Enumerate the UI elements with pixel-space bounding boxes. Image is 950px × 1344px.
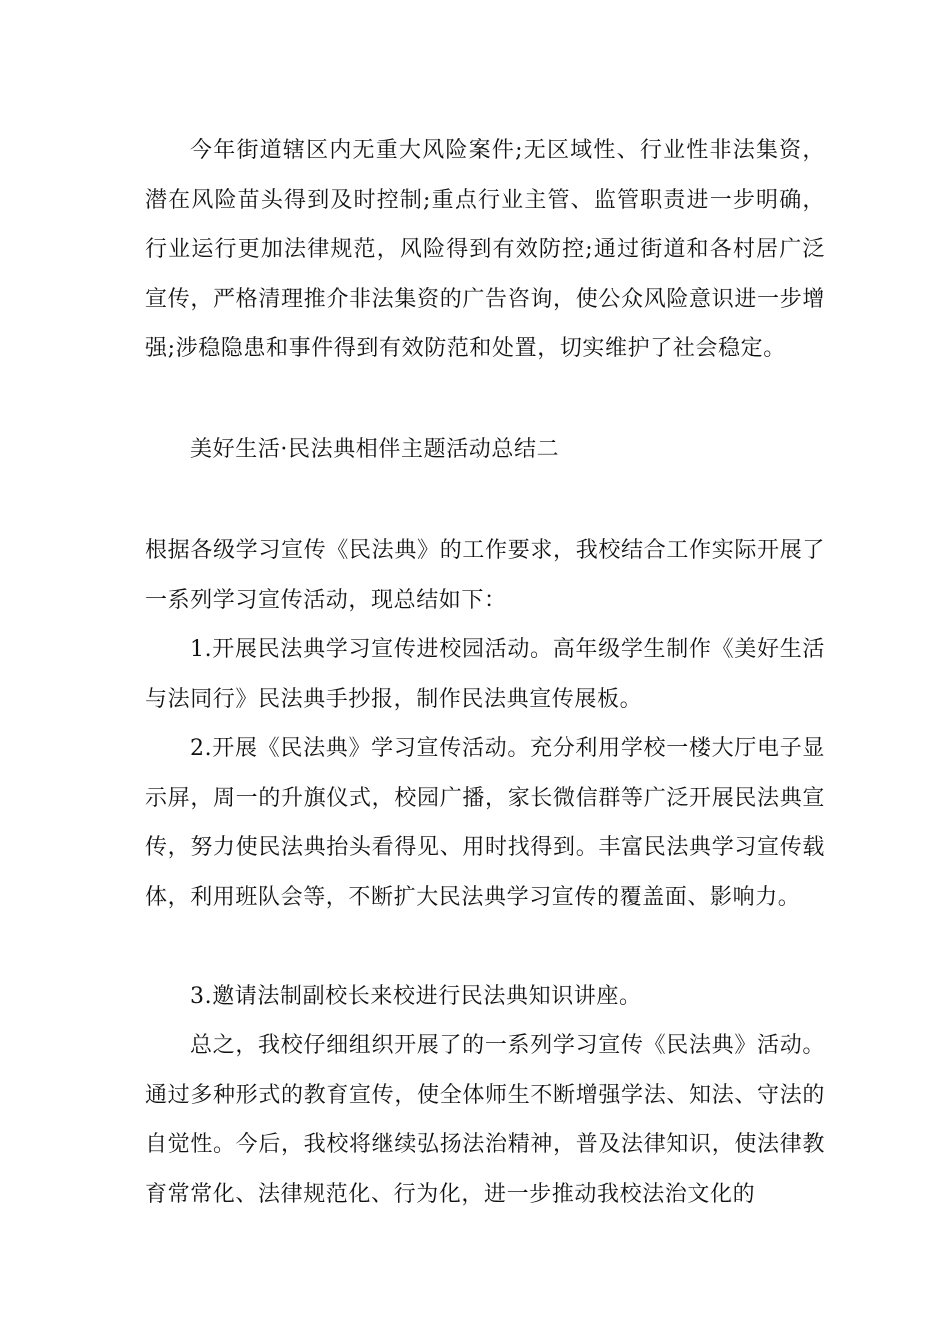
opening-paragraph: 根据各级学习宣传《民法典》的工作要求，我校结合工作实际开展了一系列学习宣传活动，现总结如下：	[145, 538, 825, 613]
conclusion-paragraph: 总之，我校仔细组织开展了的一系列学习宣传《民法典》活动。通过多种形式的教育宣传，使全体师生不断增强学法、知法、守法的自觉性。今后，我校将继续弘扬法治精神，普及法律知识，使法律教育常常化、法律规范化、行为化，进一步推动我校法治文化的	[145, 1033, 825, 1207]
list-item-1: 1.开展民法典学习宣传进校园活动。高年级学生制作《美好生活与法同行》民法典手抄报，制作民法典宣传展板。	[145, 637, 825, 712]
list-item-2: 2.开展《民法典》学习宣传活动。充分利用学校一楼大厅电子显示屏，周一的升旗仪式，校园广播，家长微信群等广泛开展民法典宣传，努力使民法典抬头看得见、用时找得到。丰富民法典学习宣传载体，利用班队会等，不断扩大民法典学习宣传的覆盖面、影响力。	[145, 736, 825, 910]
intro-paragraph: 今年街道辖区内无重大风险案件;无区域性、行业性非法集资，潜在风险苗头得到及时控制;重点行业主管、监管职责进一步明确，行业运行更加法律规范，风险得到有效防控;通过街道和各村居广泛宣传，严格清理推介非法集资的广告咨询，使公众风险意识进一步增强;涉稳隐患和事件得到有效防范和处置，切实维护了社会稳定。	[145, 138, 825, 361]
list-item-3: 3.邀请法制副校长来校进行民法典知识讲座。	[190, 984, 642, 1009]
section-title: 美好生活·民法典相伴主题活动总结二	[190, 437, 560, 462]
